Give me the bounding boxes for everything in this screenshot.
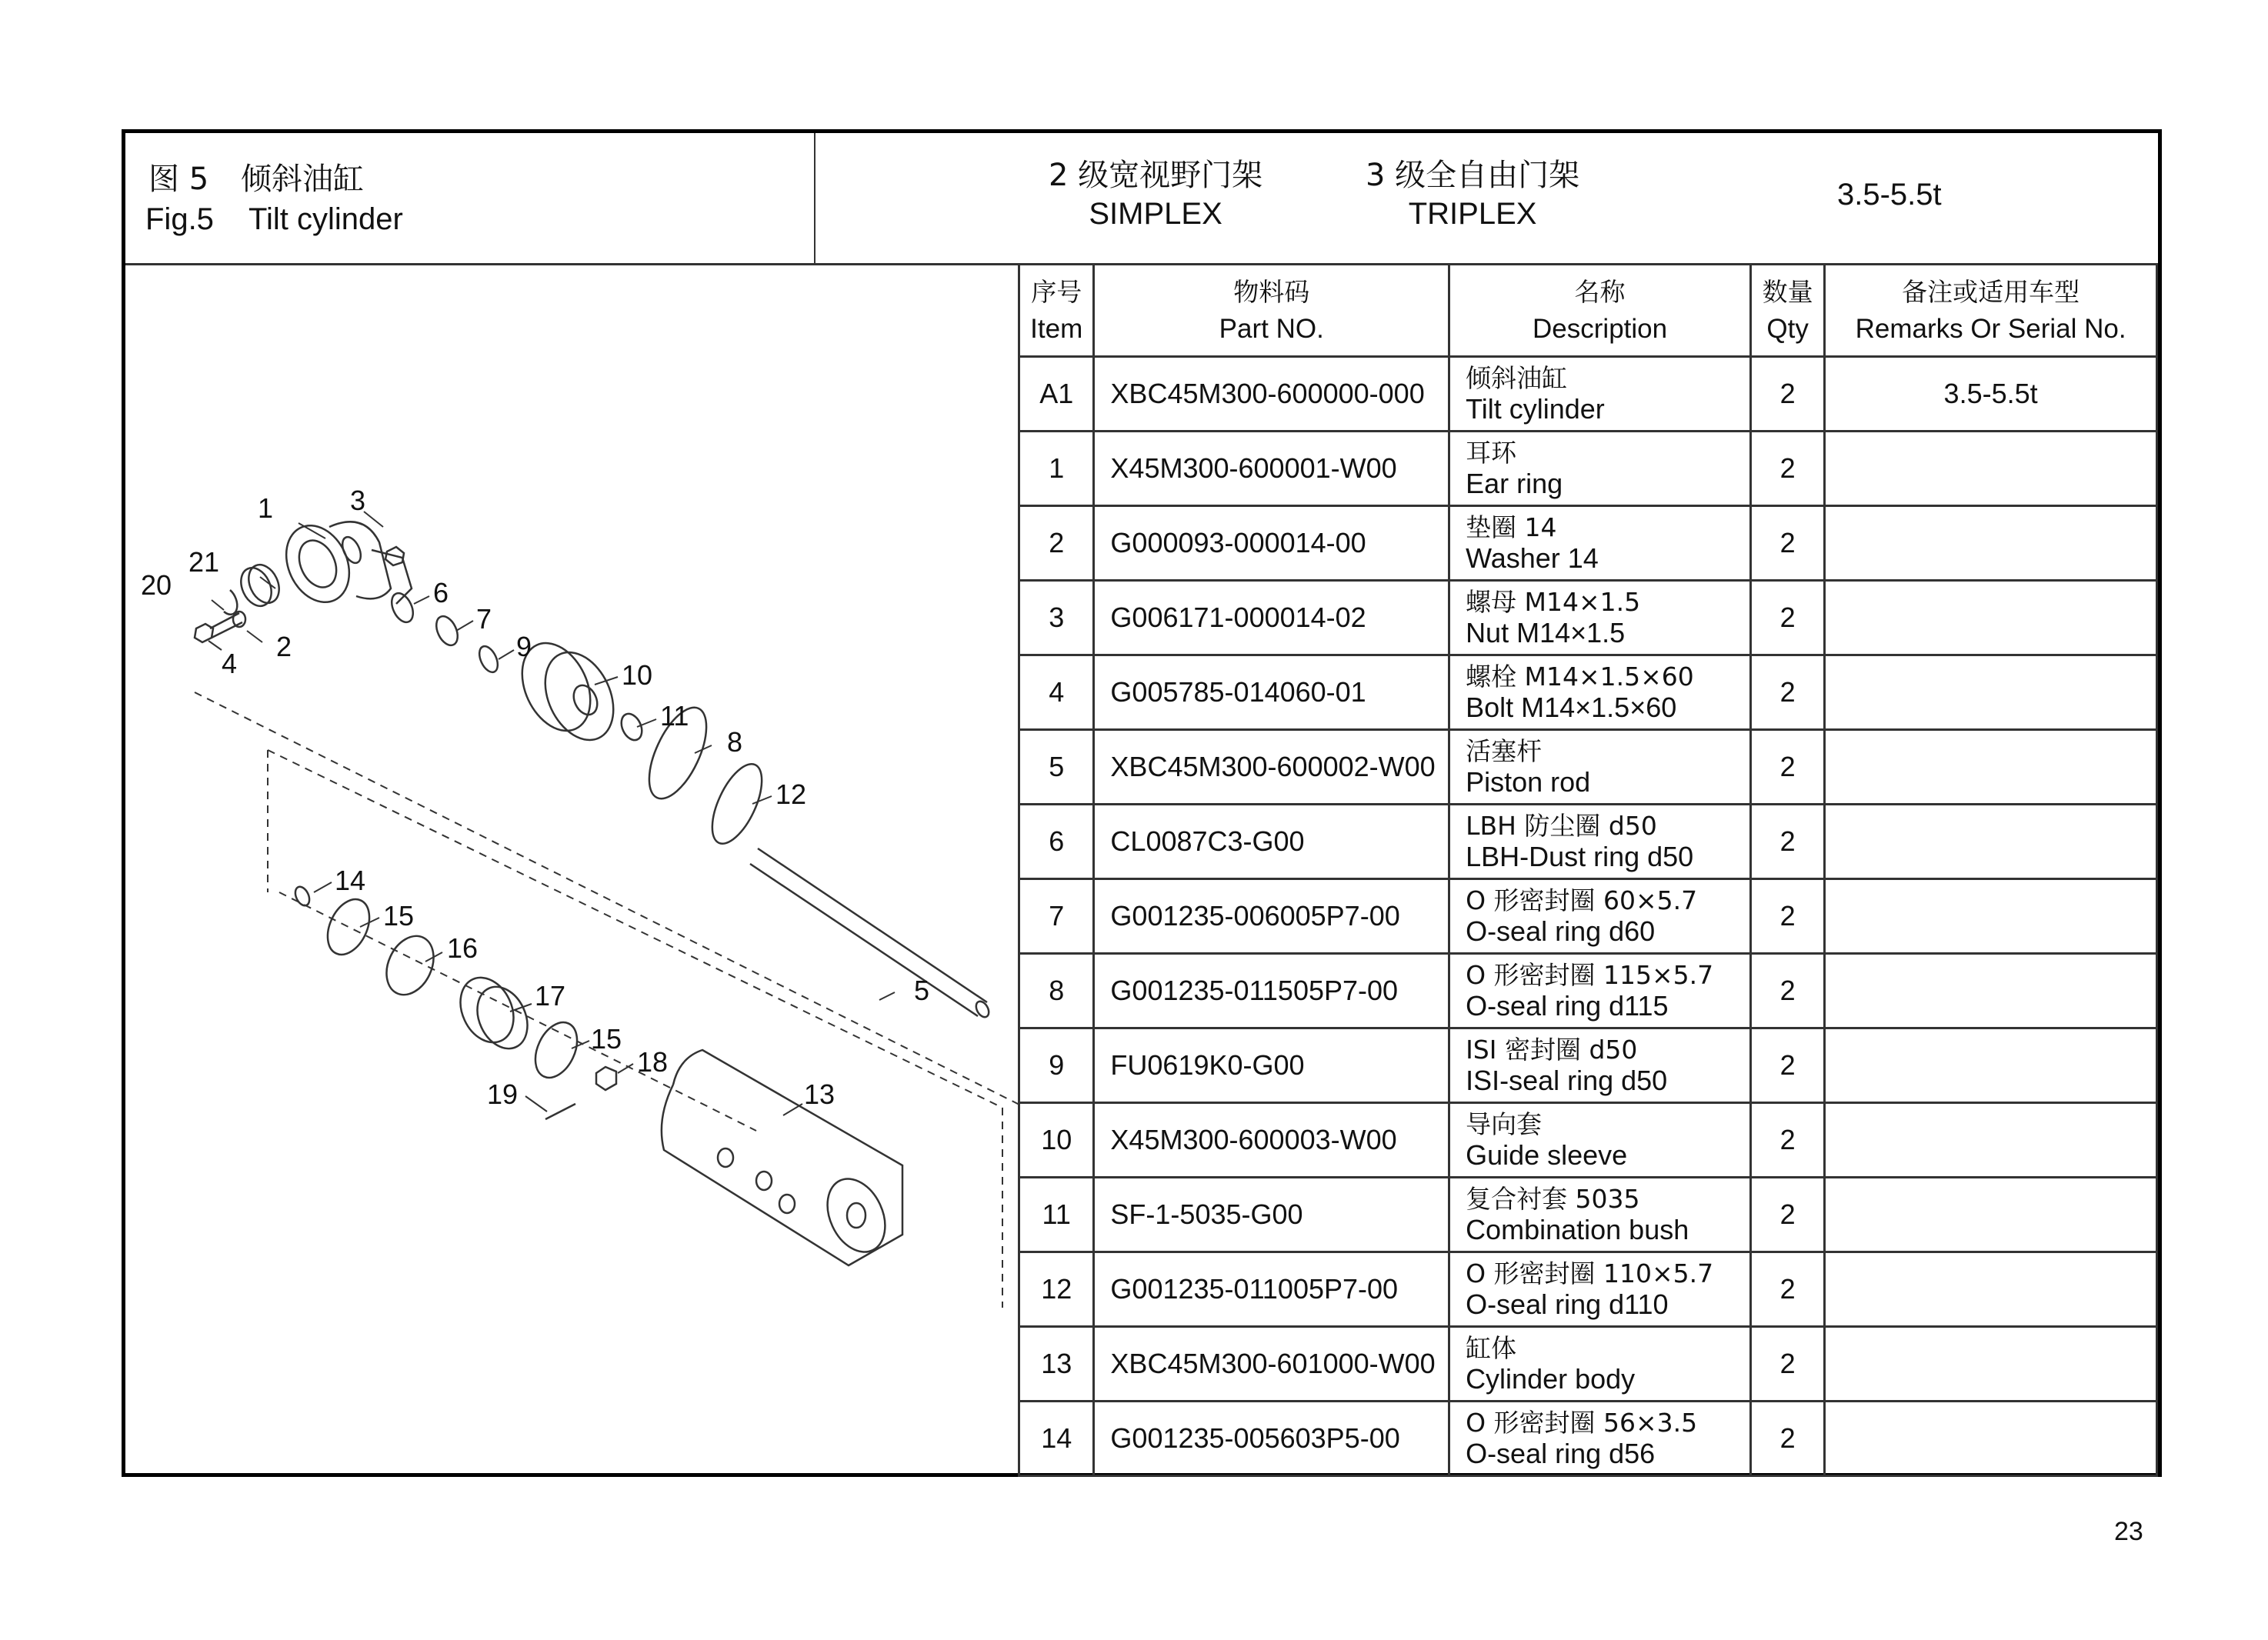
cell-item: 4	[1019, 655, 1094, 730]
svg-text:3: 3	[350, 485, 366, 516]
cell-remarks	[1825, 879, 2157, 954]
description-cn: O 形密封圈 60×5.7	[1466, 885, 1698, 915]
description-cn: 垫圈 14	[1466, 512, 1557, 542]
cell-description	[1449, 730, 1751, 805]
cell-part-no: FU0619K0-G00	[1094, 1028, 1449, 1103]
cell-part-no: G001235-006005P7-00	[1094, 879, 1449, 954]
description-en: Piston rod	[1466, 766, 1591, 798]
table-row	[1019, 1028, 2157, 1103]
column-header-remarks: 备注或适用车型 Remarks Or Serial No.	[1825, 265, 2157, 357]
mast-type-en: TRIPLEX	[1408, 197, 1537, 231]
svg-text:4: 4	[222, 648, 238, 679]
description-en: ISI-seal ring d50	[1466, 1065, 1668, 1096]
cell-qty: 2	[1751, 1252, 1825, 1327]
description-en: Bolt M14×1.5×60	[1466, 692, 1677, 723]
description-en: Washer 14	[1466, 542, 1599, 574]
cell-description	[1449, 954, 1751, 1028]
table-row	[1019, 1327, 2157, 1402]
cell-description	[1449, 1103, 1751, 1178]
svg-text:8: 8	[727, 726, 743, 758]
description-cn: O 形密封圈 110×5.7	[1466, 1258, 1714, 1288]
cell-item: 1	[1019, 432, 1094, 506]
column-header-item: 序号 Item	[1019, 265, 1094, 357]
mast-type-cn: 2 级宽视野门架	[1049, 158, 1263, 193]
cell-item: 10	[1019, 1103, 1094, 1178]
cell-remarks: 3.5-5.5t	[1825, 357, 2157, 432]
cell-item: 5	[1019, 730, 1094, 805]
svg-text:10: 10	[622, 659, 653, 691]
cell-description	[1449, 1402, 1751, 1476]
parts-page-frame	[122, 129, 2162, 1477]
cell-qty: 2	[1751, 1327, 1825, 1402]
cell-item: 3	[1019, 581, 1094, 655]
description-en: Guide sleeve	[1466, 1139, 1628, 1171]
cell-part-no: SF-1-5035-G00	[1094, 1178, 1449, 1252]
callout-leaders	[208, 512, 895, 1115]
cell-item: 7	[1019, 879, 1094, 954]
table-row	[1019, 1402, 2157, 1476]
description-en: O-seal ring d56	[1466, 1438, 1656, 1469]
description-cn: 复合衬套 5035	[1466, 1184, 1640, 1214]
svg-text:19: 19	[487, 1078, 519, 1110]
cell-part-no: G006171-000014-02	[1094, 581, 1449, 655]
mast-type-triplex	[1366, 156, 1579, 233]
table-row	[1019, 1103, 2157, 1178]
callout-labels	[141, 485, 929, 1110]
cell-remarks	[1825, 1327, 2157, 1402]
cell-description	[1449, 506, 1751, 581]
cell-part-no: X45M300-600001-W00	[1094, 432, 1449, 506]
mast-type-en: SIMPLEX	[1089, 197, 1222, 231]
table-row	[1019, 581, 2157, 655]
table-row	[1019, 357, 2157, 432]
cell-part-no: XBC45M300-600002-W00	[1094, 730, 1449, 805]
mast-type-simplex	[1049, 156, 1262, 233]
description-en: Nut M14×1.5	[1466, 617, 1626, 648]
figure-title-cn	[148, 155, 364, 198]
table-row	[1019, 805, 2157, 879]
svg-text:15: 15	[383, 900, 415, 932]
page-header	[125, 133, 2158, 265]
cell-qty: 2	[1751, 879, 1825, 954]
svg-text:11: 11	[660, 700, 689, 732]
cell-part-no: G001235-005603P5-00	[1094, 1402, 1449, 1476]
description-en: LBH-Dust ring d50	[1466, 841, 1694, 872]
cell-qty: 2	[1751, 432, 1825, 506]
description-cn: 活塞杆	[1466, 736, 1543, 766]
cell-part-no: G001235-011005P7-00	[1094, 1252, 1449, 1327]
cell-part-no: X45M300-600003-W00	[1094, 1103, 1449, 1178]
cell-part-no: CL0087C3-G00	[1094, 805, 1449, 879]
table-header-row	[1019, 265, 2157, 357]
cell-qty: 2	[1751, 1402, 1825, 1476]
svg-text:1: 1	[258, 492, 274, 524]
cell-remarks	[1825, 1178, 2157, 1252]
cell-remarks	[1825, 805, 2157, 879]
description-cn: 螺母 M14×1.5	[1466, 587, 1641, 617]
figure-name-en: Tilt cylinder	[248, 202, 403, 236]
table-row	[1019, 879, 2157, 954]
cell-qty: 2	[1751, 581, 1825, 655]
table-row	[1019, 954, 2157, 1028]
description-en: Tilt cylinder	[1466, 393, 1605, 425]
cell-remarks	[1825, 730, 2157, 805]
cell-qty: 2	[1751, 1028, 1825, 1103]
description-cn: ISI 密封圈 d50	[1466, 1035, 1638, 1065]
table-row	[1019, 1252, 2157, 1327]
parts-table-body	[1019, 357, 2157, 1476]
table-row	[1019, 506, 2157, 581]
cell-description	[1449, 879, 1751, 954]
svg-text:5: 5	[914, 975, 930, 1006]
description-cn: 导向套	[1466, 1109, 1543, 1139]
cell-item: 8	[1019, 954, 1094, 1028]
cell-item: 11	[1019, 1178, 1094, 1252]
tonnage-range: 3.5-5.5t	[1837, 178, 1942, 212]
cell-remarks	[1825, 506, 2157, 581]
column-header-description: 名称 Description	[1449, 265, 1751, 357]
figure-number-cn: 图 5	[148, 162, 209, 197]
cell-remarks	[1825, 432, 2157, 506]
cell-description	[1449, 357, 1751, 432]
cell-description	[1449, 1252, 1751, 1327]
description-cn: 倾斜油缸	[1466, 363, 1568, 393]
description-en: Combination bush	[1466, 1214, 1689, 1245]
svg-text:7: 7	[476, 603, 492, 635]
svg-text:16: 16	[447, 932, 479, 964]
svg-text:13: 13	[804, 1078, 835, 1110]
figure-name-cn: 倾斜油缸	[241, 162, 364, 197]
cell-qty: 2	[1751, 805, 1825, 879]
cell-item: 12	[1019, 1252, 1094, 1327]
description-cn: 螺栓 M14×1.5×60	[1466, 662, 1694, 692]
svg-text:17: 17	[535, 980, 566, 1012]
cell-item: 13	[1019, 1327, 1094, 1402]
cell-description	[1449, 805, 1751, 879]
svg-text:14: 14	[335, 865, 366, 896]
cell-qty: 2	[1751, 357, 1825, 432]
cell-description	[1449, 1178, 1751, 1252]
table-row	[1019, 730, 2157, 805]
cell-qty: 2	[1751, 1178, 1825, 1252]
svg-text:12: 12	[775, 778, 807, 810]
svg-text:9: 9	[516, 631, 532, 662]
parts-table	[1018, 263, 2158, 1477]
cell-item: A1	[1019, 357, 1094, 432]
cell-part-no: G000093-000014-00	[1094, 506, 1449, 581]
description-cn: LBH 防尘圈 d50	[1466, 811, 1657, 841]
description-en: O-seal ring d110	[1466, 1288, 1669, 1320]
cell-remarks	[1825, 1103, 2157, 1178]
figure-title-block	[125, 133, 815, 263]
figure-number-en: Fig.5	[145, 202, 214, 236]
svg-text:20: 20	[141, 569, 172, 601]
description-en: O-seal ring d60	[1466, 915, 1656, 947]
description-en: Ear ring	[1466, 468, 1563, 499]
exploded-view-diagram	[125, 265, 1018, 1473]
svg-text:6: 6	[433, 577, 449, 608]
cell-item: 6	[1019, 805, 1094, 879]
figure-title-en	[145, 202, 403, 237]
description-cn: 耳环	[1466, 438, 1517, 468]
cell-qty: 2	[1751, 506, 1825, 581]
cell-description	[1449, 655, 1751, 730]
svg-text:21: 21	[188, 546, 220, 578]
description-cn: 缸体	[1466, 1333, 1517, 1363]
svg-text:18: 18	[637, 1046, 669, 1078]
cell-item: 2	[1019, 506, 1094, 581]
cell-remarks	[1825, 1028, 2157, 1103]
cell-part-no: XBC45M300-601000-W00	[1094, 1327, 1449, 1402]
description-en: O-seal ring d115	[1466, 990, 1669, 1022]
page-number: 23	[2114, 1517, 2143, 1546]
cell-qty: 2	[1751, 954, 1825, 1028]
column-header-qty: 数量 Qty	[1751, 265, 1825, 357]
cell-description	[1449, 581, 1751, 655]
description-cn: O 形密封圈 115×5.7	[1466, 960, 1714, 990]
description-cn: O 形密封圈 56×3.5	[1466, 1408, 1698, 1438]
cell-remarks	[1825, 581, 2157, 655]
cell-item: 9	[1019, 1028, 1094, 1103]
cell-qty: 2	[1751, 730, 1825, 805]
column-header-part-no: 物料码 Part NO.	[1094, 265, 1449, 357]
svg-text:2: 2	[276, 631, 292, 662]
cell-part-no: XBC45M300-600000-000	[1094, 357, 1449, 432]
mast-type-cn: 3 级全自由门架	[1366, 158, 1580, 193]
table-row	[1019, 432, 2157, 506]
cell-description	[1449, 432, 1751, 506]
table-row	[1019, 655, 2157, 730]
cell-description	[1449, 1327, 1751, 1402]
cell-remarks	[1825, 954, 2157, 1028]
cell-part-no: G005785-014060-01	[1094, 655, 1449, 730]
cell-description	[1449, 1028, 1751, 1103]
cell-item: 14	[1019, 1402, 1094, 1476]
cell-qty: 2	[1751, 1103, 1825, 1178]
table-row	[1019, 1178, 2157, 1252]
cell-remarks	[1825, 655, 2157, 730]
cell-part-no: G001235-011505P7-00	[1094, 954, 1449, 1028]
description-en: Cylinder body	[1466, 1363, 1636, 1395]
cell-remarks	[1825, 1402, 2157, 1476]
cell-remarks	[1825, 1252, 2157, 1327]
cell-qty: 2	[1751, 655, 1825, 730]
svg-text:15: 15	[591, 1023, 622, 1055]
